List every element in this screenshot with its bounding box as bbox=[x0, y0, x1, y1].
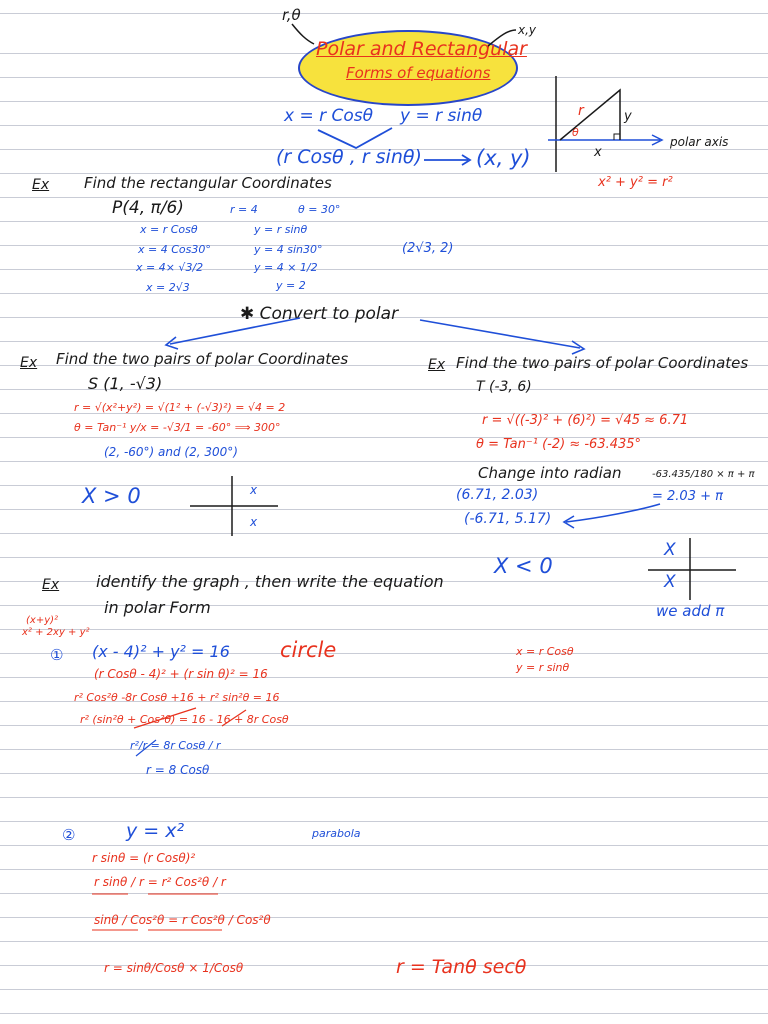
convert-heading: ✱ Convert to polar bbox=[240, 304, 399, 324]
ex1-x-step: x = r Cosθ bbox=[140, 223, 198, 236]
title-line1: Polar and Rectangular bbox=[316, 38, 527, 60]
ex1-theta: θ = 30° bbox=[298, 203, 341, 216]
ex2-pairs: (2, -60°) and (2, 300°) bbox=[104, 445, 238, 459]
ex2-r-line: r = √(x²+y²) = √(1² + (-√3)²) = √4 = 2 bbox=[74, 401, 286, 414]
margin-note1: (x+y)² bbox=[26, 615, 59, 626]
ex1-y-step: y = 4 sin30° bbox=[254, 243, 323, 256]
ex3-radian-result: = 2.03 + π bbox=[652, 489, 723, 504]
problem1-number: ① bbox=[50, 646, 64, 664]
ex1-y-step: y = 4 × 1/2 bbox=[254, 261, 318, 274]
ex1-answer: (2√3, 2) bbox=[402, 241, 454, 256]
ex3-condition: X < 0 bbox=[494, 554, 553, 578]
ex3-tag: Ex bbox=[428, 357, 446, 373]
problem1-step: r² (sin²θ + Cos²θ) = 16 - 16 + 8r Cosθ bbox=[80, 713, 289, 726]
ex1-point: P(4, π/6) bbox=[112, 198, 184, 218]
margin-note2: x² + 2xy + y² bbox=[22, 627, 90, 638]
ex3-pair1: (6.71, 2.03) bbox=[456, 487, 539, 503]
adj-label: x bbox=[594, 145, 602, 160]
left-branch-arrow bbox=[170, 318, 300, 344]
cancel-strike bbox=[136, 740, 156, 756]
polar-pair: (r Cosθ , r sinθ) bbox=[276, 146, 422, 168]
ex3-point: T (-3, 6) bbox=[476, 379, 532, 395]
ex1-x-step: x = 4× √3/2 bbox=[136, 261, 204, 274]
ex3-quad-top: X bbox=[664, 540, 676, 560]
problem2-step: r = sinθ/Cosθ × 1/Cosθ bbox=[104, 961, 244, 975]
ex2-point: S (1, -√3) bbox=[88, 374, 163, 393]
problem1-step: (r Cosθ - 4)² + (r sin θ)² = 16 bbox=[94, 667, 268, 681]
rect-tag: x,y bbox=[518, 23, 537, 37]
opp-label: y bbox=[624, 109, 632, 124]
ex2-condition: X > 0 bbox=[82, 484, 141, 508]
side-x-conversion: x = r Cosθ bbox=[516, 645, 574, 658]
polar-tag-arrow bbox=[292, 24, 314, 44]
ex2-quad-top: x bbox=[250, 483, 258, 497]
ex1-r: r = 4 bbox=[230, 203, 258, 216]
polar-tag: r,θ bbox=[282, 6, 301, 24]
ex2-quad-bottom: x bbox=[250, 515, 258, 529]
angle-label: θ bbox=[572, 126, 579, 139]
ex3-r-line: r = √((-3)² + (6)²) = √45 ≈ 6.71 bbox=[482, 413, 689, 428]
problem2-step: r sinθ / r = r² Cos²θ / r bbox=[94, 875, 226, 889]
identity: x² + y² = r² bbox=[598, 175, 673, 190]
ex2-theta-line: θ = Tan⁻¹ y/x = -√3/1 = -60° ⟹ 300° bbox=[74, 421, 281, 434]
problem2-number: ② bbox=[62, 826, 76, 844]
ex3-radian-text: Change into radian bbox=[478, 464, 622, 482]
y-conversion: y = r sinθ bbox=[400, 106, 483, 126]
problem1-equation: (x - 4)² + y² = 16 bbox=[92, 642, 230, 661]
title-line2: Forms of equations bbox=[346, 64, 491, 82]
ex2-tag: Ex bbox=[20, 355, 38, 371]
ex1-y-step: y = 2 bbox=[276, 279, 306, 292]
ex1-tag: Ex bbox=[32, 177, 50, 193]
ex1-y-step: y = r sinθ bbox=[254, 223, 308, 236]
triangle-shape bbox=[560, 90, 620, 140]
rect-pair: (x, y) bbox=[476, 146, 531, 170]
ex3-prompt: Find the two pairs of polar Coordinates bbox=[456, 354, 749, 372]
ex4-prompt-line1: identify the graph , then write the equation bbox=[96, 572, 444, 591]
problem1-type: circle bbox=[280, 638, 337, 662]
ex3-pair2: (-6.71, 5.17) bbox=[464, 511, 552, 527]
ex3-radian-frac: -63.435/180 × π + π bbox=[652, 469, 755, 480]
ex1-x-step: x = 2√3 bbox=[146, 281, 190, 294]
problem2-equation: y = x² bbox=[126, 820, 185, 842]
right-angle-mark bbox=[614, 134, 620, 140]
hyp-label: r bbox=[578, 103, 584, 119]
problem2-type: parabola bbox=[312, 827, 361, 840]
cancel-strike bbox=[222, 710, 246, 726]
problem1-step: r²/r = 8r Cosθ / r bbox=[130, 739, 221, 752]
ex4-prompt-line2: in polar Form bbox=[104, 598, 211, 617]
ex4-tag: Ex bbox=[42, 577, 60, 593]
x-conversion: x = r Cosθ bbox=[284, 106, 374, 126]
cancel-strike bbox=[134, 708, 196, 728]
problem1-step: r² Cos²θ -8r Cosθ +16 + r² sin²θ = 16 bbox=[74, 691, 280, 704]
check-mark bbox=[318, 128, 392, 148]
rect-tag-arrow bbox=[488, 30, 516, 46]
problem2-step: r sinθ = (r Cosθ)² bbox=[92, 851, 196, 865]
polar-axis-label: polar axis bbox=[670, 135, 729, 149]
problem2-step: sinθ / Cos²θ = r Cos²θ / Cos²θ bbox=[94, 913, 271, 927]
ex1-prompt: Find the rectangular Coordinates bbox=[84, 174, 332, 192]
side-y-conversion: y = r sinθ bbox=[516, 661, 570, 674]
ex1-x-step: x = 4 Cos30° bbox=[138, 243, 211, 256]
ex3-pair-arrow bbox=[566, 504, 660, 522]
right-branch-arrow bbox=[420, 320, 580, 348]
ex3-note: we add π bbox=[656, 602, 725, 620]
ex3-theta-line: θ = Tan⁻¹ (-2) ≈ -63.435° bbox=[476, 437, 642, 452]
problem2-answer: r = Tanθ secθ bbox=[396, 956, 527, 978]
problem1-result: r = 8 Cosθ bbox=[146, 763, 210, 777]
ex3-quad-bottom: X bbox=[664, 572, 676, 592]
ex2-prompt: Find the two pairs of polar Coordinates bbox=[56, 350, 349, 368]
